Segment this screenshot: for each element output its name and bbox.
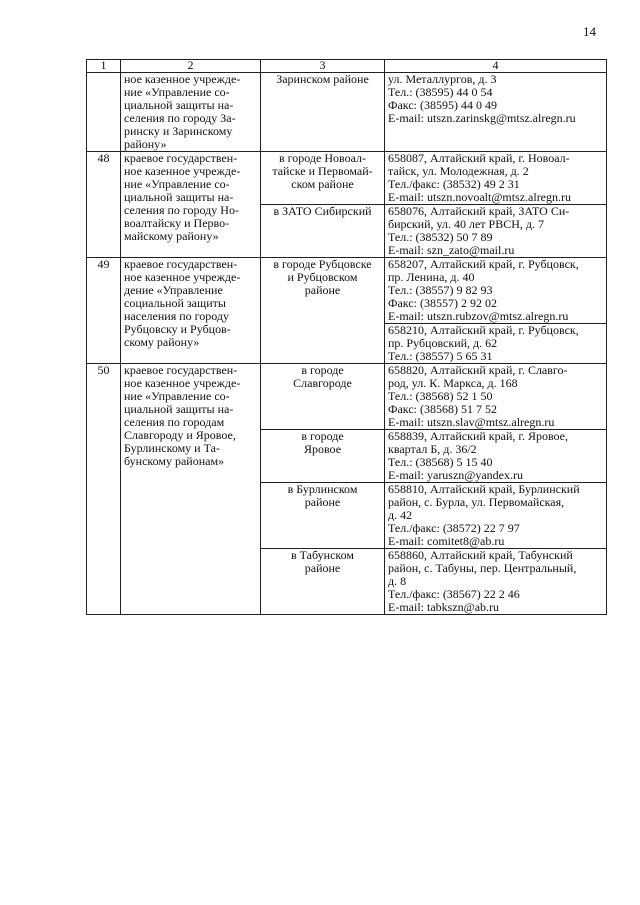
address-line: 658810, Алтайский край, Бурлинский xyxy=(388,482,580,496)
area-cell xyxy=(261,549,385,615)
area-cell xyxy=(261,73,385,152)
page-number: 14 xyxy=(583,24,596,39)
organization-cell xyxy=(121,152,261,258)
row-number: 48 xyxy=(87,152,121,258)
organization-line: Рубцовску и Рубцов- xyxy=(124,322,231,336)
address-line: район, с. Бурла, ул. Первомайская, xyxy=(388,495,565,509)
address-line: квартал Б, д. 36/2 xyxy=(388,442,477,456)
address-line: Тел.: (38595) 44 0 54 xyxy=(388,85,493,99)
organization-cell xyxy=(121,73,261,152)
address-line: 658207, Алтайский край, г. Рубцовск, xyxy=(388,257,579,271)
organization-line: Бурлинскому и Та- xyxy=(124,441,220,455)
column-header: 2 xyxy=(121,60,261,73)
header-row xyxy=(87,60,607,73)
area-line: в городе xyxy=(301,429,344,443)
address-line: 658820, Алтайский край, г. Славго- xyxy=(388,363,568,377)
organization-line: ное казенное учрежде- xyxy=(124,376,241,390)
address-cell xyxy=(385,205,607,258)
address-line: Тел.: (38557) 5 65 31 xyxy=(388,349,493,363)
organization-line: ное казенное учрежде- xyxy=(124,164,241,178)
address-line: 658860, Алтайский край, Табунский xyxy=(388,548,573,562)
organization-line: Славгороду и Яровое, xyxy=(124,428,236,442)
organization-line: циальной защиты на- xyxy=(124,190,234,204)
column-header: 3 xyxy=(261,60,385,73)
organization-line: ние «Управление со- xyxy=(124,85,230,99)
address-line: тайск, ул. Молодежная, д. 2 xyxy=(388,164,529,178)
area-line: в ЗАТО Сибирский xyxy=(273,204,372,218)
organization-cell xyxy=(121,364,261,615)
address-line: Тел./факс: (38572) 22 7 97 xyxy=(388,521,520,535)
organization-line: воалтайску и Перво- xyxy=(124,216,230,230)
organization-line: населения по городу xyxy=(124,309,230,323)
organization-line: социальной защиты xyxy=(124,296,226,310)
organization-line: скому району» xyxy=(124,335,200,349)
area-line: Заринском районе xyxy=(276,72,369,86)
area-cell xyxy=(261,364,385,430)
address-line: Тел./факс: (38567) 22 2 46 xyxy=(388,587,520,601)
table-row xyxy=(87,152,607,205)
address-line: E-mail: tabkszn@ab.ru xyxy=(388,600,500,614)
table-body xyxy=(87,73,607,615)
area-cell xyxy=(261,483,385,549)
address-cell xyxy=(385,364,607,430)
address-line: Тел.: (38568) 52 1 50 xyxy=(388,389,493,403)
area-cell xyxy=(261,152,385,205)
column-header: 1 xyxy=(87,60,121,73)
address-line: Факс: (38557) 2 92 02 xyxy=(388,296,497,310)
address-line: Тел.: (38568) 5 15 40 xyxy=(388,455,493,469)
institutions-table xyxy=(86,59,607,615)
organization-line: ние «Управление со- xyxy=(124,389,230,403)
address-line: д. 42 xyxy=(388,508,413,522)
table-row xyxy=(87,258,607,324)
organization-line: селения по городу Но- xyxy=(124,203,239,217)
organization-line: циальной защиты на- xyxy=(124,402,234,416)
area-line: в Бурлинском xyxy=(287,482,358,496)
address-line: Тел.: (38532) 50 7 89 xyxy=(388,230,493,244)
address-line: E-mail: szn_zato@mail.ru xyxy=(388,243,515,257)
address-line: пр. Рубцовский, д. 62 xyxy=(388,336,498,350)
area-line: в городе xyxy=(301,363,344,377)
address-cell xyxy=(385,549,607,615)
table-row xyxy=(87,73,607,152)
address-line: ул. Металлургов, д. 3 xyxy=(388,72,497,86)
organization-line: ринску и Заринскому xyxy=(124,124,233,138)
address-line: район, с. Табуны, пер. Центральный, xyxy=(388,561,577,575)
address-line: д. 8 xyxy=(388,574,407,588)
address-cell xyxy=(385,152,607,205)
address-line: Тел.: (38557) 9 82 93 xyxy=(388,283,493,297)
area-cell xyxy=(261,205,385,258)
organization-line: селения по городам xyxy=(124,415,225,429)
address-cell xyxy=(385,430,607,483)
address-line: E-mail: utszn.novoalt@mtsz.alregn.ru xyxy=(388,190,572,204)
area-line: ском районе xyxy=(291,177,354,191)
address-line: бирский, ул. 40 лет РВСН, д. 7 xyxy=(388,217,544,231)
address-line: пр. Ленина, д. 40 xyxy=(388,270,475,284)
address-cell xyxy=(385,324,607,364)
address-cell xyxy=(385,258,607,324)
area-line: тайске и Первомай- xyxy=(272,164,373,178)
area-line: Славгороде xyxy=(293,376,352,390)
organization-line: циальной защиты на- xyxy=(124,98,234,112)
area-line: районе xyxy=(304,561,341,575)
table-row xyxy=(87,364,607,430)
organization-line: дение «Управление xyxy=(124,283,223,297)
organization-line: району» xyxy=(124,137,167,151)
address-line: Факс: (38595) 44 0 49 xyxy=(388,98,497,112)
organization-line: ние «Управление со- xyxy=(124,177,230,191)
address-line: E-mail: comitet8@ab.ru xyxy=(388,534,505,548)
row-number: 49 xyxy=(87,258,121,364)
organization-line: ное казенное учрежде- xyxy=(124,270,241,284)
area-cell xyxy=(261,258,385,364)
address-line: E-mail: yaruszn@yandex.ru xyxy=(388,468,524,482)
organization-line: краевое государствен- xyxy=(124,151,238,165)
column-header: 4 xyxy=(385,60,607,73)
organization-line: селения по городу За- xyxy=(124,111,236,125)
area-line: Яровое xyxy=(303,442,342,456)
address-line: E-mail: utszn.zarinskg@mtsz.alregn.ru xyxy=(388,111,576,125)
address-line: 658076, Алтайский край, ЗАТО Си- xyxy=(388,204,570,218)
area-line: районе xyxy=(304,283,341,297)
address-line: Факс: (38568) 51 7 52 xyxy=(388,402,497,416)
organization-line: майскому району» xyxy=(124,229,219,243)
organization-line: краевое государствен- xyxy=(124,363,238,377)
organization-line: бунскому районам» xyxy=(124,454,225,468)
address-line: 658210, Алтайский край, г. Рубцовск, xyxy=(388,323,579,337)
area-line: и Рубцовском xyxy=(287,270,358,284)
row-number: 50 xyxy=(87,364,121,615)
area-line: в городе Рубцовске xyxy=(273,257,372,271)
address-cell xyxy=(385,73,607,152)
organization-cell xyxy=(121,258,261,364)
address-line: E-mail: utszn.rubzov@mtsz.alregn.ru xyxy=(388,309,569,323)
address-line: 658839, Алтайский край, г. Яровое, xyxy=(388,429,568,443)
organization-line: ное казенное учрежде- xyxy=(124,72,241,86)
area-line: районе xyxy=(304,495,341,509)
address-line: род, ул. К. Маркса, д. 168 xyxy=(388,376,518,390)
organization-line: краевое государствен- xyxy=(124,257,238,271)
address-line: 658087, Алтайский край, г. Новоал- xyxy=(388,151,570,165)
area-cell xyxy=(261,430,385,483)
address-line: E-mail: utszn.slav@mtsz.alregn.ru xyxy=(388,415,555,429)
area-line: в Табунском xyxy=(290,548,354,562)
row-number xyxy=(87,73,121,152)
address-line: Тел./факс: (38532) 49 2 31 xyxy=(388,177,520,191)
address-cell xyxy=(385,483,607,549)
area-line: в городе Новоал- xyxy=(278,151,367,165)
